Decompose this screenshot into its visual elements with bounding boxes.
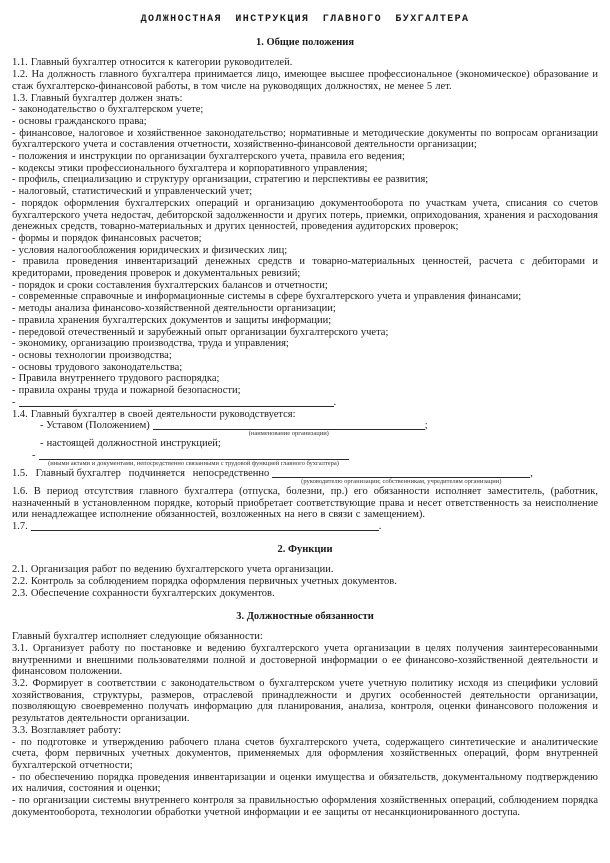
fill-in-line — [12, 397, 598, 409]
blank-underline — [153, 420, 425, 430]
blank-underline — [31, 521, 379, 531]
paragraph: - положения и инструкции по организации бухгалтерского учета, правила его ведения; — [12, 151, 405, 163]
paragraph: - по организации системы внутреннего контроля за правильностью оформления хозяйственных операций, соблюдением порядка документооборота, технологии обработки учетной информации и ее защиты от несанкционированного доступа. — [12, 795, 598, 818]
fill-in-prefix: - Уставом (Положением) — [40, 420, 150, 432]
paragraph: - правила охраны труда и пожарной безопасности; — [12, 385, 241, 397]
paragraph: - правила проведения инвентаризаций денежных средств и товарно-материальных ценностей, расчета с дебиторами и кредиторами, проведения проверок и документальных ревизий; — [12, 256, 598, 280]
paragraph: - методы анализа финансово-хозяйственной деятельности организации; — [12, 303, 336, 315]
blank-caption: (руководителю организации; собственникам, учредителям организации) — [301, 477, 502, 485]
paragraph: 3.1. Организует работу по постановке и ведению бухгалтерского учета организации в целях получения заинтересованными внутренними и внешними пользователями полной и достоверной информации о ее финансово-хозяйственной деятельности и финансовом положении. — [12, 642, 598, 678]
blank-underline — [19, 397, 334, 407]
paragraph: - Правила внутреннего трудового распорядка; — [12, 373, 220, 385]
paragraph: - формы и порядок финансовых расчетов; — [12, 232, 202, 244]
fill-in-suffix: . — [378, 521, 382, 533]
paragraph: - экономику, организацию производства, труда и управления; — [12, 338, 289, 350]
paragraph: - по обеспечению порядка проведения инвентаризации и оценки имущества и обязательств, документальному подтверждению их наличия, состояния и оценки; — [12, 771, 598, 795]
fill-in-prefix: 1.7. — [12, 521, 28, 533]
paragraph: - финансовое, налоговое и хозяйственное законодательство; нормативные и методические документы по вопросам организации бухгалтерского учета и составления отчетности, хозяйственно-финансовой деятельности организации; — [12, 127, 598, 151]
paragraph: - основы гражданского права; — [12, 115, 147, 127]
paragraph: 3.2. Формирует в соответствии с законодательством о бухгалтерском учете учетную политику исходя из специфики условий хозяйствования, структуры, размеров, отраслевой принадлежности и других особенностей деятельности организации, позволяющую своевременно получать информацию для планирования, анализа, контроля, оценки финансового положения и результатов деятельности организации. — [12, 678, 598, 725]
section-heading: 2. Функции — [277, 543, 333, 555]
paragraph: 1.2. На должность главного бухгалтера принимается лицо, имеющее высшее профессиональное (экономическое) образование и стаж бухгалтерско-финансовой работы, в том числе на руководящих должностях, не менее 5 лет. — [12, 69, 598, 92]
blank-underline — [272, 468, 530, 478]
paragraph: - профиль, специализацию и структуру организации, стратегию и перспективы ее развития; — [12, 174, 429, 186]
doc-title: ДОЛЖНОСТНАЯ ИНСТРУКЦИЯ ГЛАВНОГО БУХГАЛТЕРА — [140, 14, 470, 25]
blank-underline — [39, 450, 349, 460]
blank-field — [39, 450, 349, 468]
paragraph: 1.4. Главный бухгалтер в своей деятельности руководствуется: — [12, 408, 296, 420]
blank-field — [31, 521, 379, 531]
paragraph: 1.3. Главный бухгалтер должен знать: — [12, 92, 183, 104]
paragraph: - законодательство о бухгалтерском учете; — [12, 104, 204, 116]
paragraph: - передовой отечественный и зарубежный опыт организации бухгалтерского учета; — [12, 326, 389, 338]
paragraph: 1.6. В период отсутствия главного бухгалтера (отпуска, болезни, пр.) его обязанности исполняет заместитель, (работник, назначенный в установленном порядке, который приобретает соответствующие права и несет ответственность за неисполнение или ненадлежащее исполнение обязанностей, возложенных на него в связи с замещением). — [12, 485, 598, 521]
paragraph: 2.2. Контроль за соблюдением порядка оформления первичных учетных документов. — [12, 576, 397, 588]
blank-caption: (наименование организации) — [248, 430, 329, 438]
paragraph: 2.1. Организация работ по ведению бухгалтерского учета организации. — [12, 564, 334, 576]
section-heading: 1. Общие положения — [255, 36, 355, 48]
fill-in-suffix: ; — [424, 420, 428, 432]
paragraph: - по подготовке и утверждению рабочего плана счетов бухгалтерского учета, содержащего синтетические и аналитические счета, форм первичных учетных документов, применяемых для оформления хозяйственных операций, форм внутренней бухгалтерской отчетности; — [12, 736, 598, 771]
paragraph: - основы трудового законодательства; — [12, 361, 183, 373]
paragraph: - порядок и сроки составления бухгалтерских балансов и отчетности; — [12, 279, 328, 291]
blank-field — [272, 468, 530, 486]
document-body — [12, 14, 598, 818]
blank-caption: (иными актами и документами, непосредственно связанными с трудовой функцией главного бухгалтера) — [48, 459, 339, 467]
fill-in-line — [12, 521, 598, 533]
fill-in-suffix: . — [333, 396, 337, 408]
fill-in-prefix: 1.5. Главный бухгалтер подчиняется непосредственно — [12, 467, 270, 479]
paragraph: Главный бухгалтер исполняет следующие обязанности: — [12, 631, 263, 643]
fill-in-line — [12, 450, 598, 468]
paragraph: - налоговый, статистический и управленческий учет; — [12, 186, 253, 198]
paragraph: - правила хранения бухгалтерских документов и защиты информации; — [12, 314, 332, 326]
fill-in-line — [12, 420, 598, 438]
blank-field — [153, 420, 425, 438]
paragraph: - современные справочные и информационные системы в сфере бухгалтерского учета и управления финансами; — [12, 291, 522, 303]
fill-in-prefix: - — [32, 449, 36, 461]
section-heading: 3. Должностные обязанности — [236, 610, 374, 622]
paragraph: - порядок оформления бухгалтерских операций и организацию документооборота по участкам учета, списания со счетов бухгалтерского учета недостач, дебиторской задолженности и других потерь, приемки, оприходования, хранения и расходования денежных средств, товарно-материальных и других ценностей, проведения аудиторских проверок; — [12, 197, 598, 233]
fill-in-suffix: , — [530, 467, 533, 479]
blank-field — [19, 397, 334, 407]
fill-in-line — [12, 468, 598, 486]
paragraph: - условия налогообложения юридических и физических лиц; — [12, 244, 288, 256]
paragraph: - настоящей должностной инструкцией; — [40, 438, 221, 450]
paragraph: 1.1. Главный бухгалтер относится к категории руководителей. — [12, 57, 293, 69]
paragraph: - кодексы этики профессионального бухгалтера и корпоративного управления; — [12, 162, 368, 174]
paragraph: - основы технологии производства; — [12, 349, 172, 361]
paragraph: 2.3. Обеспечение сохранности бухгалтерских документов. — [12, 587, 275, 599]
paragraph: 3.3. Возглавляет работу: — [12, 724, 122, 736]
fill-in-prefix: - — [12, 396, 16, 408]
